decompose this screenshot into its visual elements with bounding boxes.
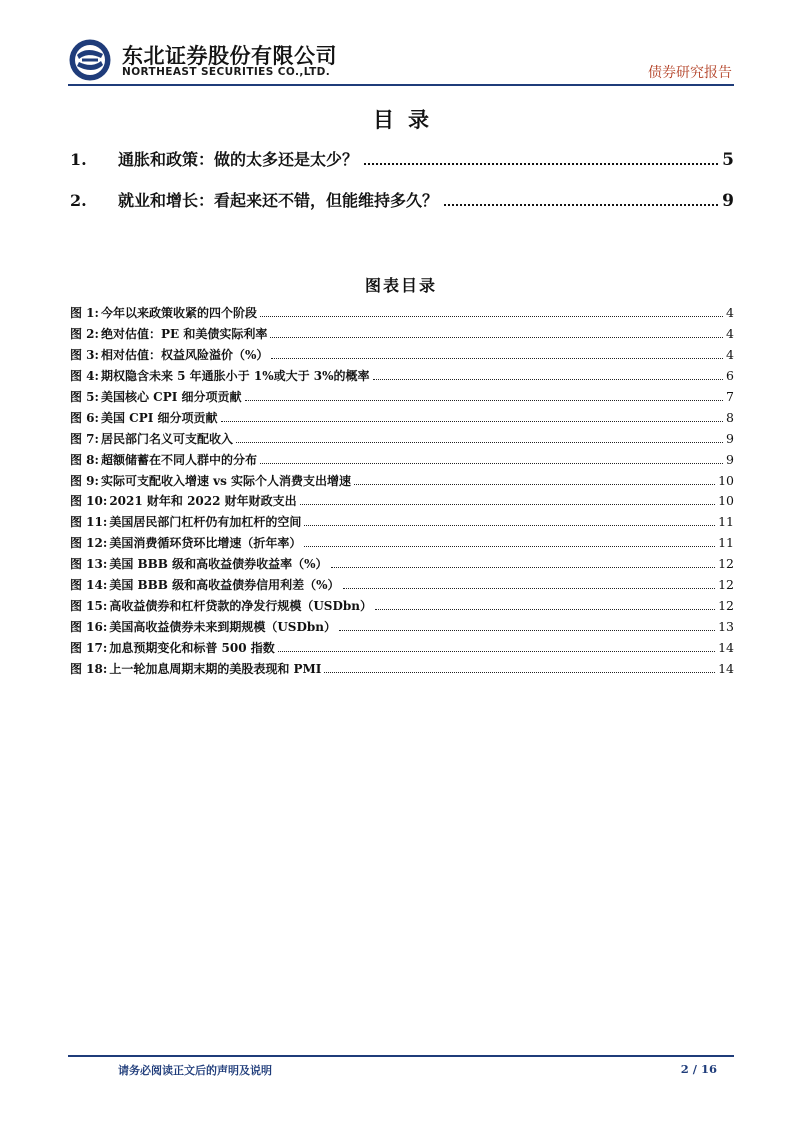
figure-page: 4 [726,325,734,341]
figure-number: 图 1: [70,306,99,320]
figure-caption: 绝对估值：PE 和美债实际利率 [100,326,268,341]
figure-number: 图 4: [70,368,99,383]
dot-leader [373,379,724,380]
figure-caption: 上一轮加息周期末期的美股表现和 PMI [109,661,322,676]
figure-entry[interactable] [70,597,734,618]
dot-leader [260,463,723,464]
figure-entry[interactable] [70,639,734,660]
figure-number: 图 11: [70,515,108,530]
figure-page: 8 [726,409,734,425]
figure-number: 图 9: [70,473,99,488]
figure-page: 6 [726,367,734,383]
figure-entry[interactable] [70,555,734,576]
figure-page: 12 [718,556,734,572]
figure-entry[interactable] [70,472,734,493]
figure-caption: 居民部门名义可支配收入 [100,431,233,446]
toc-entry-page: 9 [722,191,734,211]
figure-number: 图 12: [70,536,108,551]
dot-leader [339,630,715,631]
figure-entry[interactable] [70,388,734,409]
dot-leader [245,400,724,401]
figure-page: 4 [726,305,734,320]
figure-entry[interactable] [70,304,734,325]
figure-caption: 美国 BBB 级和高收益债券信用利差（%） [109,578,340,593]
toc-entry-page: 5 [722,150,734,170]
figure-page: 11 [718,514,734,530]
figure-number: 图 3: [70,347,99,362]
dot-leader [260,316,723,317]
figure-entry[interactable] [70,492,734,513]
dot-leader [221,421,724,422]
figure-page: 14 [718,640,734,655]
figure-number: 图 16: [70,620,108,635]
figure-entry[interactable] [70,430,734,451]
toc-title: 目录 [373,107,443,132]
toc-entry-number: 1. [70,150,87,169]
figure-page: 12 [718,577,734,593]
figure-caption: 美国 BBB 级和高收益债券收益率（%） [109,557,328,572]
figure-entry[interactable] [70,325,734,346]
dot-leader [364,163,718,165]
page-header [68,34,734,84]
figure-list-title: 图表目录 [364,276,437,295]
figure-number: 图 7: [70,431,99,446]
dot-leader [270,337,723,338]
figure-entry[interactable] [70,367,734,388]
figure-page: 11 [718,535,734,551]
figure-caption: 2021 财年和 2022 财年财政支出 [109,494,297,509]
toc-entry-number: 2. [70,191,87,210]
figure-caption: 今年以来政策收紧的四个阶段 [100,306,257,320]
figure-number: 图 6: [70,410,99,425]
dot-leader [304,546,715,547]
figure-caption: 高收益债券和杠杆贷款的净发行规模（USDbn） [109,599,372,614]
figure-entry[interactable] [70,451,734,472]
disclaimer-note: 请务必阅读正文后的声明及说明 [118,1064,272,1077]
figure-number: 图 13: [70,557,108,572]
figure-number: 图 8: [70,452,99,467]
dot-leader [375,609,715,610]
figure-caption: 期权隐含未来 5 年通胀小于 1%或大于 3%的概率 [100,368,370,383]
figure-number: 图 2: [70,326,99,341]
figure-caption: 美国居民部门杠杆仍有加杠杆的空间 [109,515,302,530]
figure-number: 图 10: [70,494,108,509]
figure-page: 12 [718,598,734,614]
figure-page: 10 [718,493,734,509]
figure-caption: 美国核心 CPI 细分项贡献 [100,389,242,404]
figure-number: 图 5: [70,389,99,404]
figure-entry[interactable] [70,409,734,430]
company-name-en: NORTHEAST SECURITIES CO.,LTD. [122,66,331,78]
page-number: 2 / 16 [680,1062,717,1076]
dot-leader [343,588,716,589]
dot-leader [236,442,723,443]
northeast-securities-logo-icon [68,38,112,82]
figure-number: 图 18: [70,661,108,676]
dot-leader [444,204,718,206]
figure-page: 4 [726,346,734,362]
figure-list [70,304,734,681]
toc-entry-text: 就业和增长：看起来还不错，但能维持多久？ [118,191,439,210]
dot-leader [304,525,715,526]
dot-leader [331,567,716,568]
report-type: 债券研究报告 [648,65,732,81]
header-divider [68,84,734,86]
dot-leader [300,504,715,505]
figure-page: 13 [718,619,734,635]
figure-entry[interactable] [70,513,734,534]
company-name-cn: 东北证券股份有限公司 [122,44,337,68]
figure-caption: 加息预期变化和标普 500 指数 [109,641,275,655]
figure-entry[interactable] [70,576,734,597]
figure-caption: 美国消费循环贷环比增速（折年率） [109,536,302,551]
figure-number: 图 15: [70,599,108,614]
figure-page: 10 [718,472,734,488]
figure-entry[interactable] [70,618,734,639]
figure-number: 图 14: [70,578,108,593]
figure-entry[interactable] [70,346,734,367]
footer-divider [68,1055,734,1057]
figure-caption: 美国 CPI 细分项贡献 [100,410,218,425]
figure-page: 7 [726,388,734,404]
figure-page: 14 [718,660,734,676]
toc-entry[interactable] [70,147,734,171]
figure-entry[interactable] [70,534,734,555]
figure-page: 9 [726,451,734,467]
toc-entry-text: 通胀和政策：做的太多还是太少？ [118,150,359,169]
figure-page: 9 [726,430,734,446]
dot-leader [324,672,715,673]
figure-entry[interactable] [70,660,734,681]
figure-caption: 超额储蓄在不同人群中的分布 [100,452,257,467]
toc-entry[interactable] [70,188,734,212]
figure-caption: 实际可支配收入增速 vs 实际个人消费支出增速 [100,473,352,488]
dot-leader [278,651,715,652]
figure-caption: 相对估值：权益风险溢价（%） [100,347,269,362]
figure-number: 图 17: [70,641,108,655]
figure-caption: 美国高收益债券未来到期规模（USDbn） [109,620,336,635]
dot-leader [271,358,723,359]
dot-leader [354,484,715,485]
